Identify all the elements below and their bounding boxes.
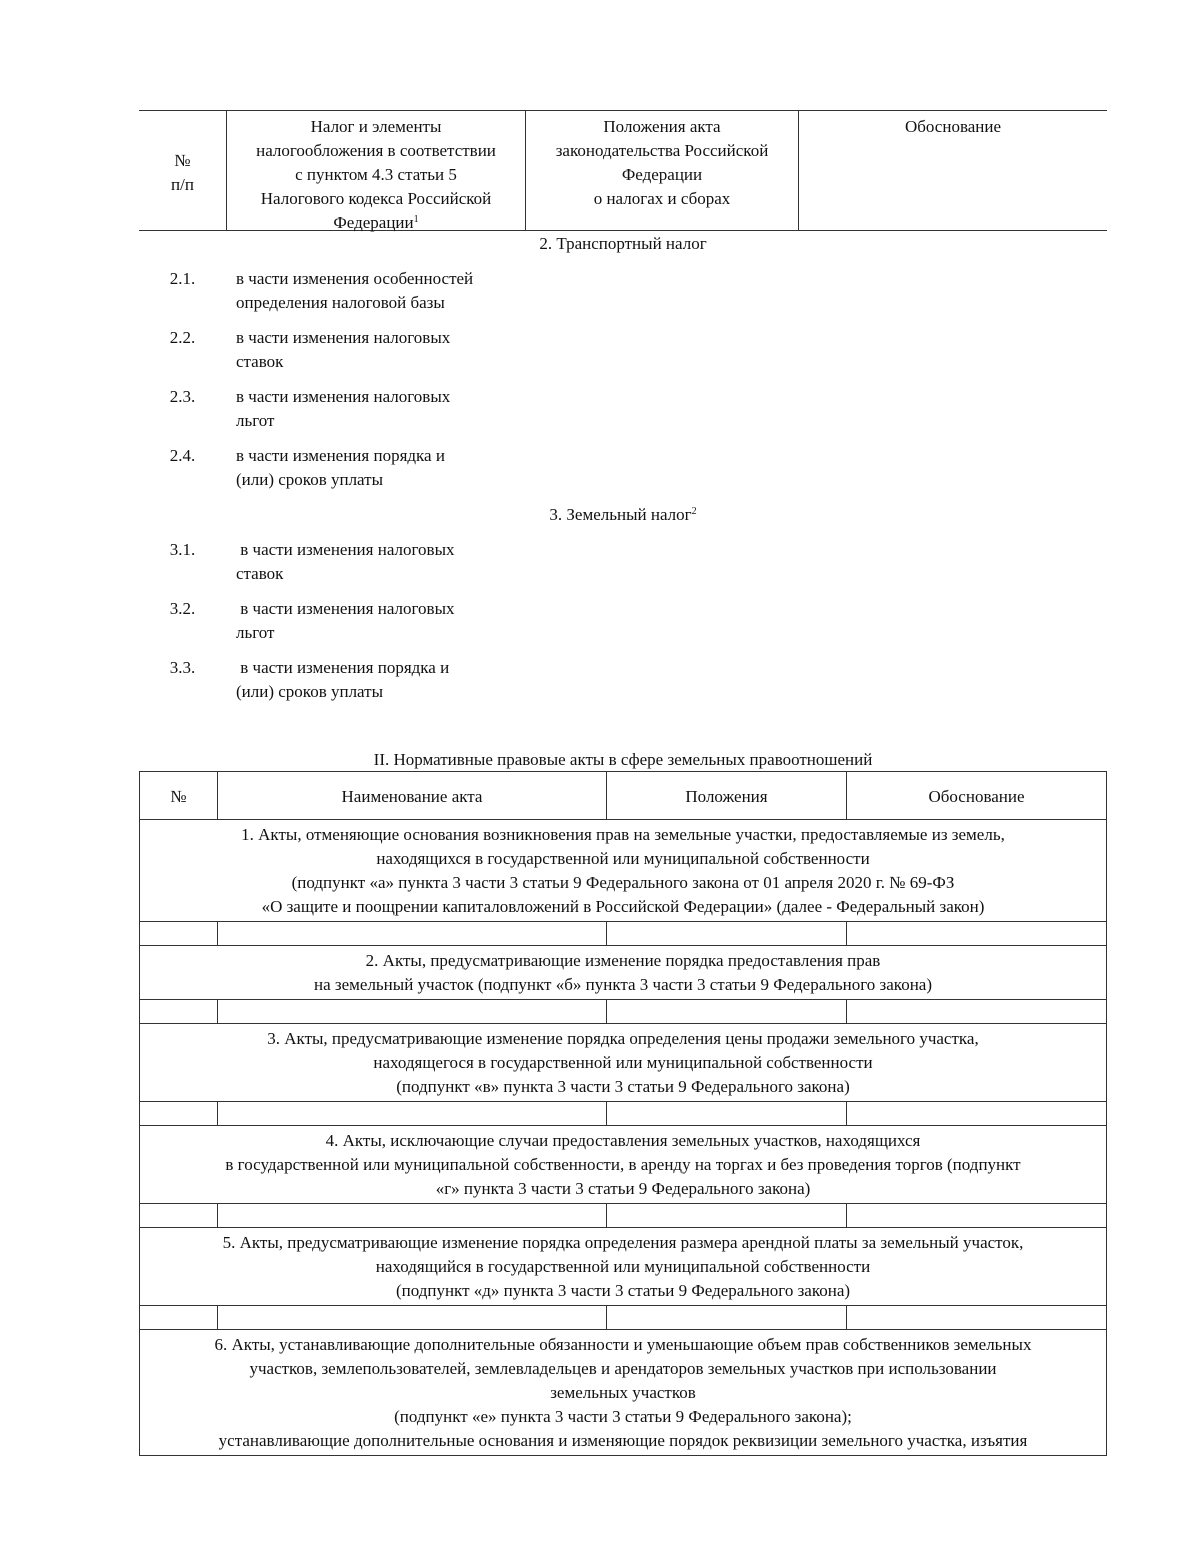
header-number: № п/п: [171, 151, 194, 194]
empty-row: [140, 1204, 1106, 1228]
land-acts-caption: II. Нормативные правовые акты в сфере земельных правоотношений: [373, 750, 873, 769]
header-provisions: Положения акта законодательства Российской Федерации о налогах и сборах: [525, 111, 798, 230]
section-row: 2. Акты, предусматривающие изменение порядка предоставления прав на земельный участок (подпункт «б» пункта 3 части 3 статьи 9 Федерального закона): [140, 946, 1106, 1000]
header-number: №: [170, 787, 187, 806]
section-title-transport-tax: 2. Транспортный налог: [539, 234, 707, 253]
footnote-mark: 2: [691, 506, 697, 517]
empty-row: [140, 1000, 1106, 1024]
section-title-land-tax: 3. Земельный налог$^2$: [549, 505, 697, 524]
section-row: 6. Акты, устанавливающие дополнительные обязанности и уменьшающие объем прав собственников земельных участков, землепользователей, землевладельцев и арендаторов земельных участков при использовании земельных участков (подпункт «е» пункта 3 части 3 статьи 9 Федерального закона); устанавливающие дополнительные основания и изменяющие порядок реквизиции земельного участка, изъятия: [140, 1330, 1106, 1456]
section-row: 3. Акты, предусматривающие изменение порядка определения цены продажи земельного участка, находящегося в государственной или муниципальной собственности (подпункт «в» пункта 3 части 3 статьи 9 Федерального закона): [140, 1024, 1106, 1102]
footnote-mark: 1: [413, 214, 419, 225]
table-row: 3.2. в части изменения налоговых льгот: [169, 599, 455, 642]
section-row: 5. Акты, предусматривающие изменение порядка определения размера арендной платы за земельный участок, находящийся в государственной или муниципальной собственности (подпункт «д» пункта 3 части 3 статьи 9 Федерального закона): [140, 1228, 1106, 1306]
table-row: 3.1. в части изменения налоговых ставок: [169, 540, 455, 583]
section-row: 1. Акты, отменяющие основания возникновения прав на земельные участки, предоставляемые из земель, находящихся в государственной или муниципальной собственности (подпункт «а» пункта 3 части 3 статьи 9 Федерального закона от 01 апреля 2020 г. № 69-ФЗ «О защите и поощрении капиталовложений в Российской Федерации» (далее - Федеральный закон): [140, 820, 1106, 922]
empty-row: [140, 1102, 1106, 1126]
land-acts-table: [139, 771, 1107, 1456]
header-tax-elements: Налог и элементы налогообложения в соответствии с пунктом 4.3 статьи 5 Налогового кодекса Российской Федерации$^1$: [226, 111, 525, 230]
table-row: 2.2. в части изменения налоговых ставок: [169, 328, 451, 371]
header-act-name: Наименование акта: [217, 772, 606, 819]
section-row: 4. Акты, исключающие случаи предоставления земельных участков, находящихся в государственной или муниципальной собственности, в аренду на торгах и без проведения торгов (подпункт «г» пункта 3 части 3 статьи 9 Федерального закона): [140, 1126, 1106, 1204]
tax-table-header: [139, 110, 1107, 231]
table-row: 3.3. в части изменения порядка и (или) сроков уплаты: [169, 658, 450, 701]
land-acts-header: [140, 772, 1106, 820]
table-row: 2.3. в части изменения налоговых льгот: [169, 387, 451, 430]
header-justification: Обоснование: [798, 111, 1107, 230]
header-provisions: Положения: [606, 772, 846, 819]
empty-row: [140, 922, 1106, 946]
header-justification: Обоснование: [846, 772, 1106, 819]
table-row: 2.1. в части изменения особенностей определения налоговой базы: [169, 269, 474, 312]
table-row: 2.4. в части изменения порядка и (или) сроков уплаты: [169, 446, 445, 489]
tax-table: [139, 110, 1107, 704]
empty-row: [140, 1306, 1106, 1330]
